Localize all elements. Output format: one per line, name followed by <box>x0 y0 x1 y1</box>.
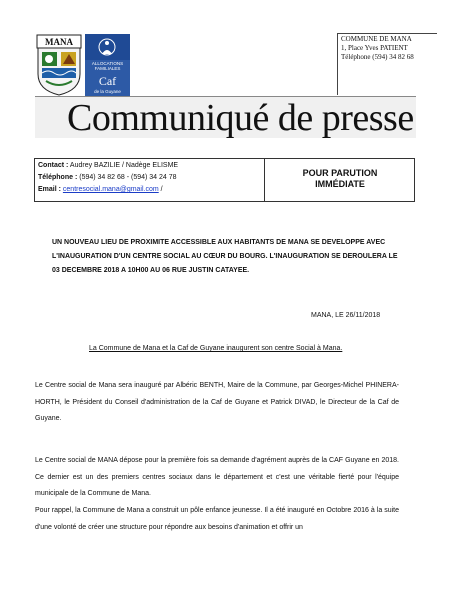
contact-details <box>35 159 265 201</box>
body-paragraph-2: Le Centre social de MANA dépose pour la première fois sa demande d'agrément auprès de la CAF Guyane en 2018. Ce dernier est un des premiers centres sociaux dans le département et c'est une véritable fierté pour l'équipe municipale de la Commune de Mana. <box>35 457 399 497</box>
mana-logo-text: MANA <box>45 37 73 47</box>
commune-address <box>337 33 437 95</box>
caf-brand <box>85 74 130 94</box>
commune-street: 1, Place Yves PATIENT <box>341 44 408 52</box>
contact-box <box>34 158 415 202</box>
caf-region: de la Guyane <box>94 89 121 94</box>
caf-emblem <box>85 34 130 60</box>
body-paragraph-3: Pour rappel, la Commune de Mana a construit un pôle enfance jeunesse. Il a été inauguré en Octobre 2016 à la suite d'une volonté de créer une structure pour répondre aux besoins d'animation et offrir un <box>35 507 399 531</box>
phone-value: (594) 34 82 68 - (594) 34 24 78 <box>79 174 177 181</box>
lead-paragraph: UN NOUVEAU LIEU DE PROXIMITE ACCESSIBLE AUX HABITANTS DE MANA SE DEVELOPPE AVEC L'INAUGURATION D'UN CENTRE SOCIAL AU CŒUR DU BOURG. L'INAUGURATION SE DEROULERA LE 03 DECEMBRE 2018 A 10H00 AU 06 RUE JUSTIN CATAYEE. <box>52 239 398 274</box>
title-band <box>35 96 416 138</box>
email-suffix: / <box>158 186 163 193</box>
commune-name: COMMUNE DE MANA <box>341 35 412 43</box>
page-title: Communiqué de presse <box>67 97 414 139</box>
caf-label-line2: FAMILIALES <box>94 66 121 71</box>
phone-line <box>38 172 261 184</box>
contact-value: Audrey BAZILIE / Nadège ELISME <box>69 162 179 169</box>
contact-label: Contact : <box>38 162 69 169</box>
commune-phone: Téléphone (594) 34 82 68 <box>341 53 414 61</box>
caf-label-line1: ALLOCATIONS <box>91 61 124 66</box>
subheading: La Commune de Mana et la Caf de Guyane inaugurent son centre Social à Mana. <box>89 345 343 352</box>
email-link[interactable]: centresocial.mana@gmail.com <box>62 186 159 193</box>
release-line2: IMMÉDIATE <box>315 179 365 189</box>
caf-logo <box>85 34 130 96</box>
email-line <box>38 184 261 196</box>
body-paragraph-1: Le Centre social de Mana sera inauguré par Albéric BENTH, Maire de la Commune, par Georges-Michel PHINERA-HORTH, le Président du Conseil d'administration de la Caf de Guyane et Patrick DIVAD, le Directeur de la Caf de Guyane. <box>35 382 399 422</box>
mana-logo <box>36 34 82 96</box>
release-line1: POUR PARUTION <box>302 168 378 178</box>
contact-line <box>38 160 261 172</box>
dateline: MANA, LE 26/11/2018 <box>311 312 381 319</box>
email-label: Email : <box>38 186 61 193</box>
release-notice <box>266 159 414 201</box>
caf-brand-text: Caf <box>98 74 117 88</box>
phone-label: Téléphone : <box>38 174 78 181</box>
